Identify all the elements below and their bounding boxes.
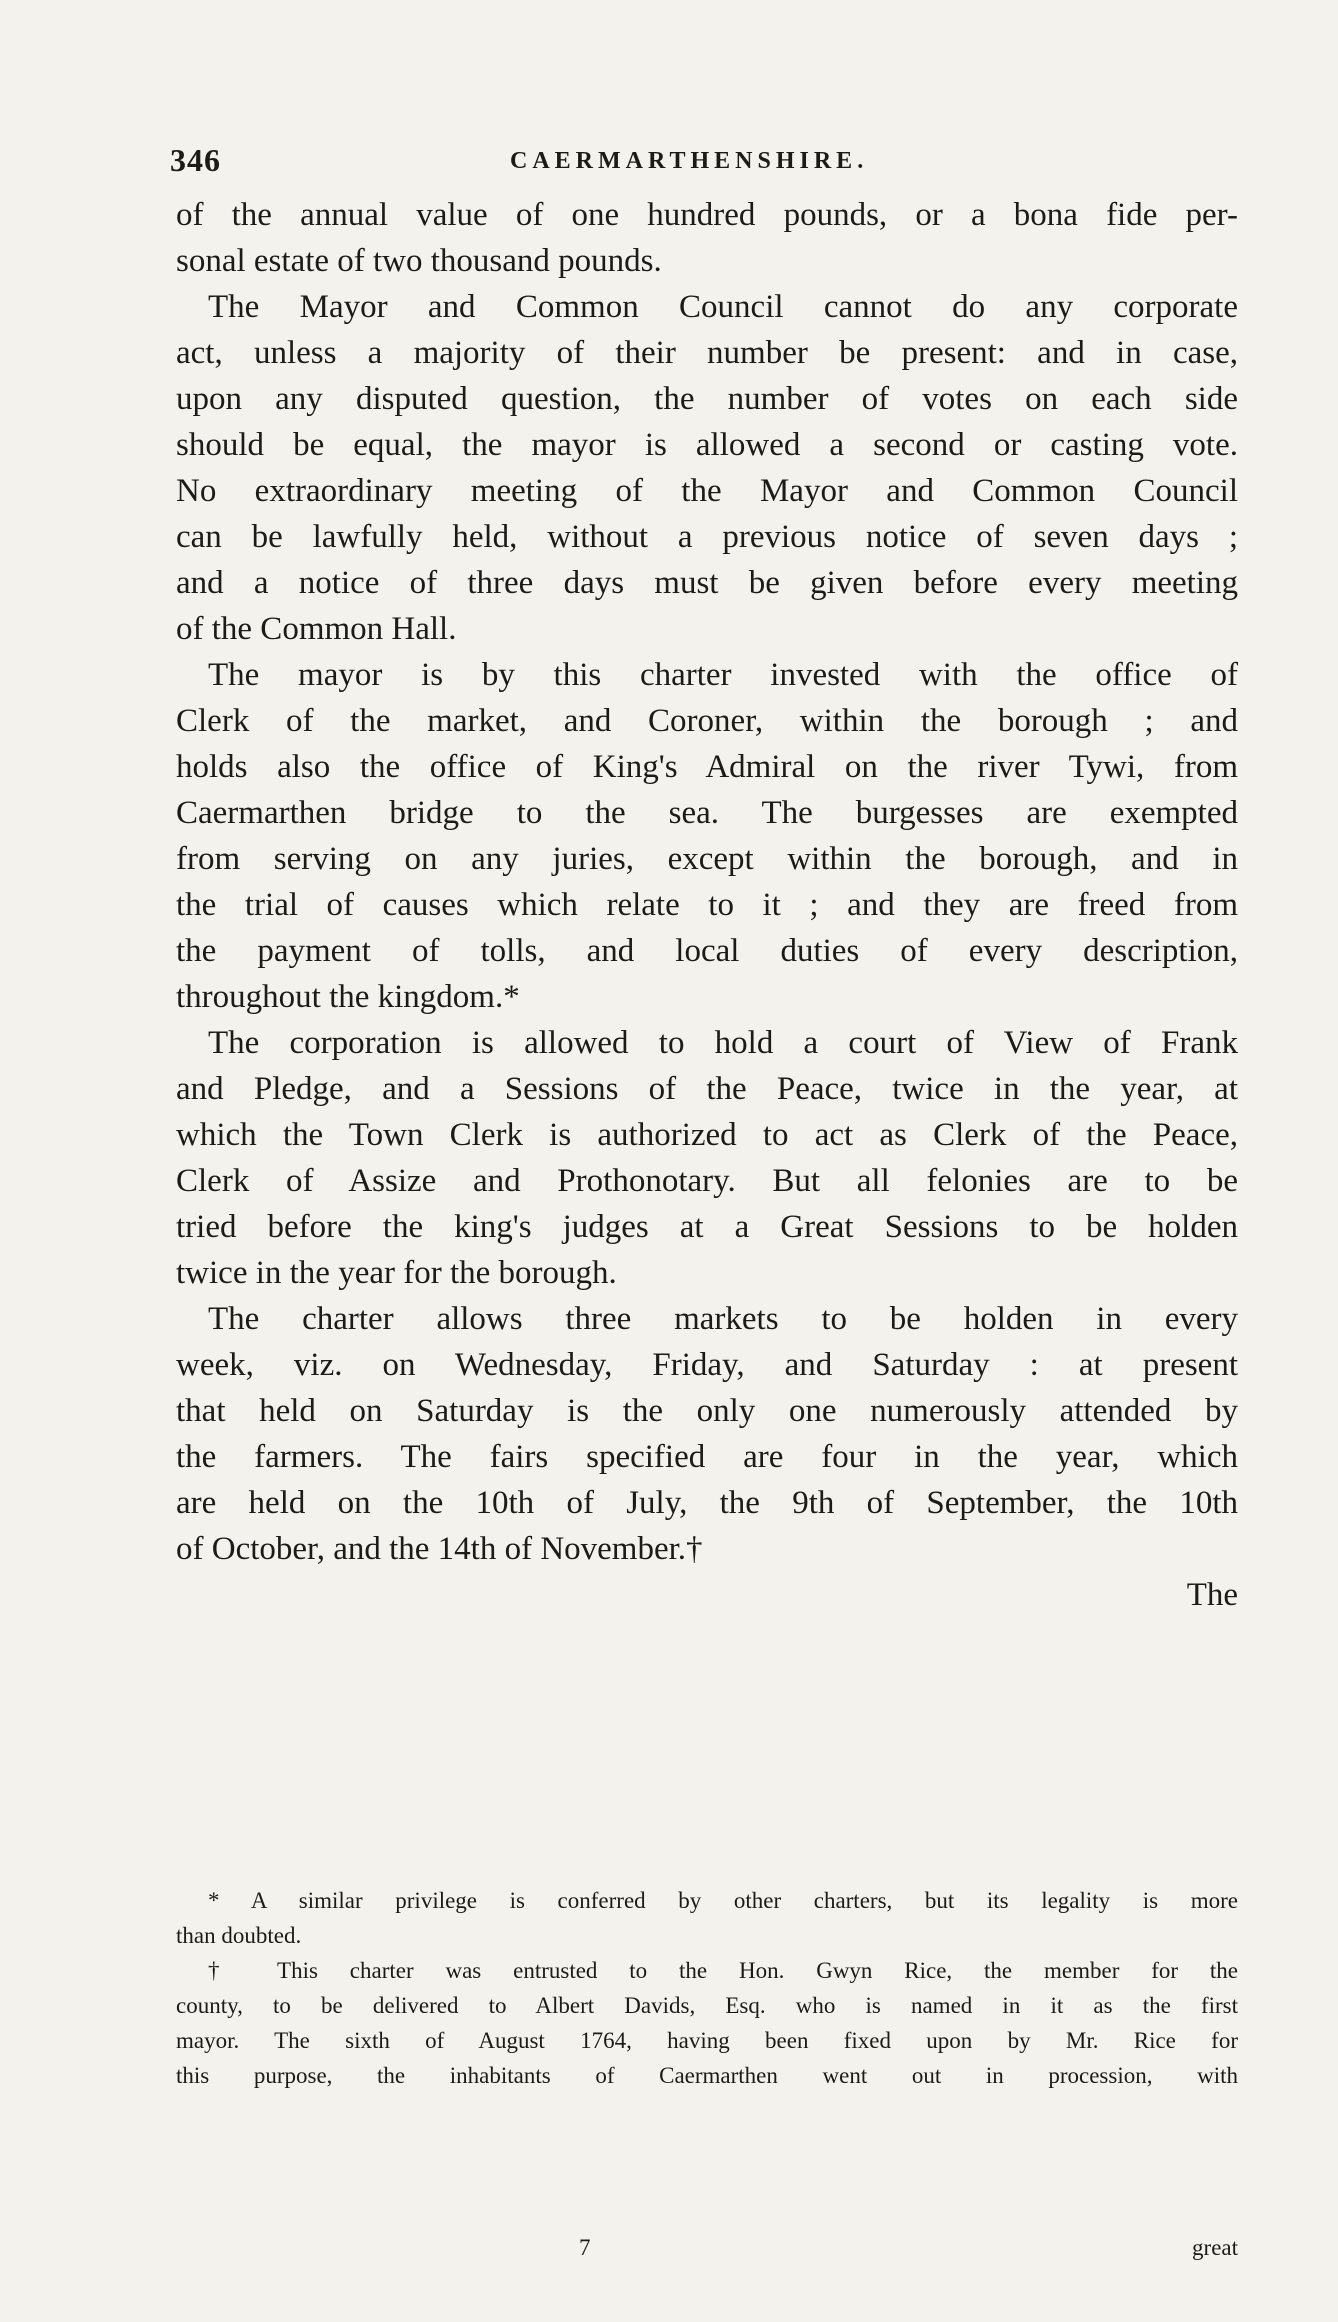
text-line: sonal estate of two thousand pounds.: [176, 243, 662, 279]
text-line: Clerk of the market, and Coroner, within the borough ; and: [176, 703, 1238, 739]
text-line: which the Town Clerk is authorized to act as Clerk of the Peace,: [176, 1117, 1238, 1153]
text-line: tried before the king's judges at a Great Sessions to be holden: [176, 1209, 1238, 1245]
text-line: from serving on any juries, except within the borough, and in: [176, 841, 1238, 877]
footnote-line: † This charter was entrusted to the Hon. Gwyn Rice, the member for the: [208, 1958, 1238, 1983]
text-line: upon any disputed question, the number of votes on each side: [176, 381, 1238, 417]
text-line: week, viz. on Wednesday, Friday, and Saturday : at present: [176, 1347, 1238, 1383]
text-line: of the Common Hall.: [176, 611, 457, 647]
text-line: The charter allows three markets to be holden in every: [208, 1301, 1238, 1337]
footnote-line: than doubted.: [176, 1923, 302, 1948]
text-line: the payment of tolls, and local duties of every description,: [176, 933, 1238, 969]
footnote-line: mayor. The sixth of August 1764, having been fixed upon by Mr. Rice for: [176, 2028, 1238, 2053]
text-line: of October, and the 14th of November.†: [176, 1531, 703, 1567]
footnote-catchword: great: [1192, 2235, 1238, 2260]
page-number: 346: [170, 142, 221, 178]
text-line: the farmers. The fairs specified are four in the year, which: [176, 1439, 1238, 1475]
signature-row: [176, 2235, 1238, 2271]
text-line: The corporation is allowed to hold a court of View of Frank: [208, 1025, 1238, 1061]
footnotes: [176, 1883, 1238, 2093]
text-line: should be equal, the mayor is allowed a second or casting vote.: [176, 427, 1238, 463]
text-line: the trial of causes which relate to it ; and they are freed from: [176, 887, 1238, 923]
text-line: that held on Saturday is the only one numerously attended by: [176, 1393, 1238, 1429]
text-line: twice in the year for the borough.: [176, 1255, 617, 1291]
text-line: and Pledge, and a Sessions of the Peace, twice in the year, at: [176, 1071, 1238, 1107]
text-line: of the annual value of one hundred pounds, or a bona fide per-: [176, 197, 1238, 233]
footnote-line: this purpose, the inhabitants of Caermarthen went out in procession, with: [176, 2063, 1238, 2088]
running-head: CAERMARTHENSHIRE.: [510, 148, 869, 174]
text-line: Caermarthen bridge to the sea. The burgesses are exempted: [176, 795, 1238, 831]
text-line: are held on the 10th of July, the 9th of September, the 10th: [176, 1485, 1238, 1521]
page-header: [170, 142, 1270, 182]
text-line: throughout the kingdom.*: [176, 979, 520, 1015]
text-line: The mayor is by this charter invested with the office of: [208, 657, 1238, 693]
text-line: and a notice of three days must be given before every meeting: [176, 565, 1238, 601]
footnote-line: * A similar privilege is conferred by other charters, but its legality is more: [208, 1888, 1238, 1913]
text-line: No extraordinary meeting of the Mayor and Common Council: [176, 473, 1238, 509]
text-line: The Mayor and Common Council cannot do any corporate: [208, 289, 1238, 325]
signature-mark: 7: [579, 2235, 591, 2260]
text-line: The: [1186, 1577, 1238, 1613]
text-line: can be lawfully held, without a previous notice of seven days ;: [176, 519, 1238, 555]
body-text: [176, 192, 1238, 1618]
text-line: holds also the office of King's Admiral on the river Tywi, from: [176, 749, 1238, 785]
footnote-line: county, to be delivered to Albert Davids, Esq. who is named in it as the first: [176, 1993, 1238, 2018]
text-line: act, unless a majority of their number be present: and in case,: [176, 335, 1238, 371]
text-line: Clerk of Assize and Prothonotary. But all felonies are to be: [176, 1163, 1238, 1199]
